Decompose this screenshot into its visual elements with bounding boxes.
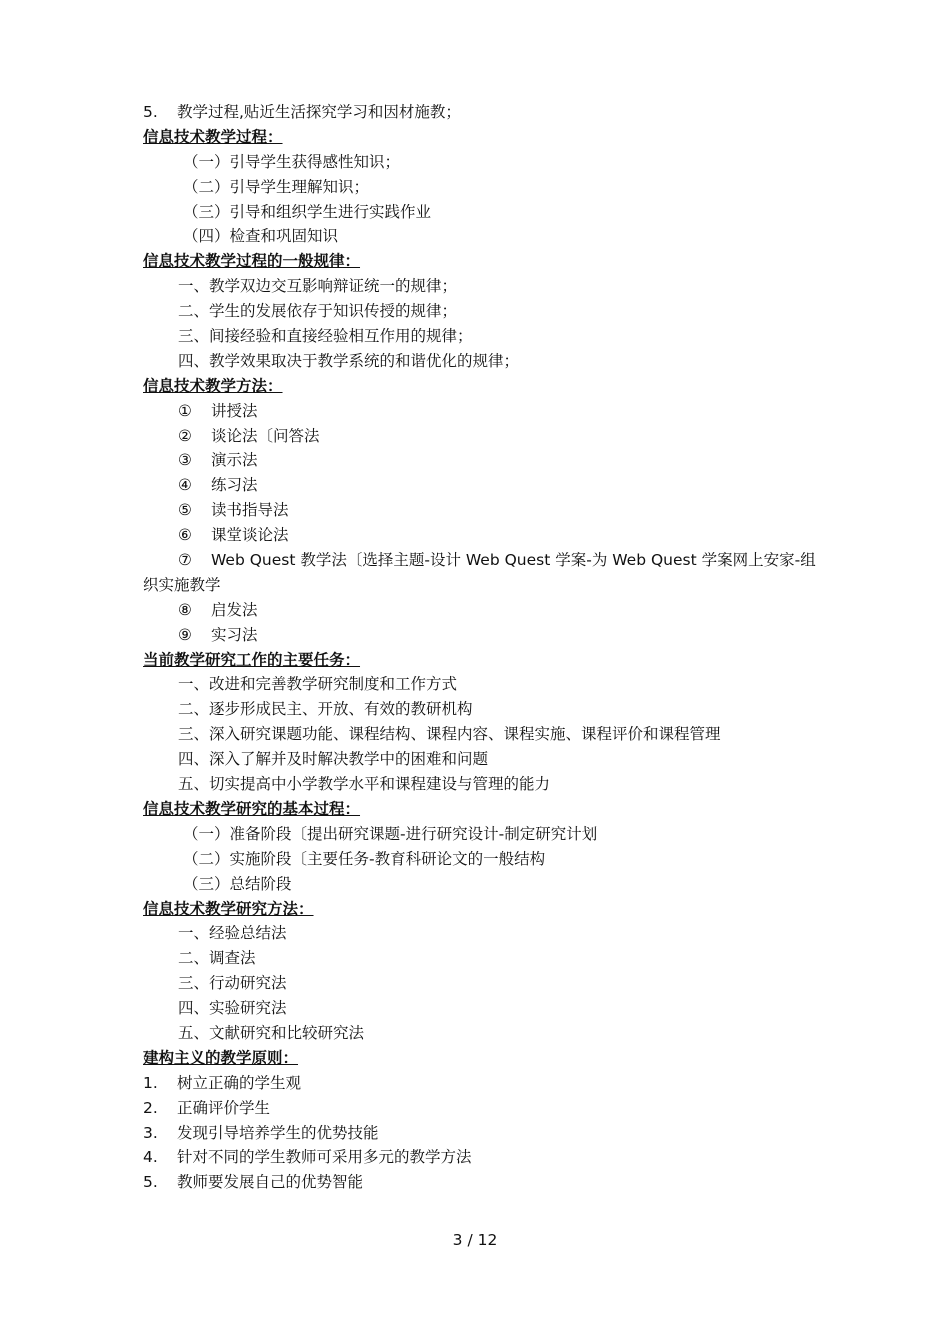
list-item bbox=[143, 523, 823, 548]
list-item-text: 教学过程,贴近生活探究学习和因材施教； bbox=[177, 103, 461, 121]
list-item-text: 树立正确的学生观 bbox=[177, 1073, 302, 1092]
list-item: 二、逐步形成民主、开放、有效的教研机构 bbox=[178, 700, 473, 719]
list-item-text: 练习法 bbox=[211, 476, 258, 495]
list-marker: 2. bbox=[143, 1098, 158, 1117]
list-item bbox=[143, 1170, 823, 1195]
list-item: 三、行动研究法 bbox=[178, 974, 287, 993]
list-item-text: Web Quest 教学法〔选择主题-设计 Web Quest 学案-为 Web Quest 学案网上安家-组 bbox=[211, 551, 816, 570]
list-item bbox=[143, 424, 823, 449]
list-item bbox=[143, 1121, 823, 1146]
list-item-text: 读书指导法 bbox=[211, 501, 289, 520]
list-item: （一）准备阶段〔提出研究课题-进行研究设计-制定研究计划 bbox=[183, 824, 598, 843]
page-content bbox=[143, 100, 823, 1195]
continuation-line: 织实施教学 bbox=[143, 575, 221, 594]
section-heading: 信息技术教学研究的基本过程： bbox=[143, 799, 361, 818]
list-item: （三）总结阶段 bbox=[183, 874, 292, 893]
list-item: 四、教学效果取决于教学系统的和谐优化的规律； bbox=[178, 351, 520, 370]
list-item: 二、学生的发展依存于知识传授的规律； bbox=[178, 302, 458, 321]
list-item: 二、调查法 bbox=[178, 949, 256, 968]
list-marker: 1. bbox=[143, 1073, 158, 1092]
section-heading: 信息技术教学过程： bbox=[143, 127, 283, 146]
section-heading: 信息技术教学方法： bbox=[143, 376, 283, 395]
list-item: 三、间接经验和直接经验相互作用的规律； bbox=[178, 327, 473, 346]
list-item bbox=[143, 1096, 823, 1121]
list-marker: ⑨ bbox=[178, 625, 192, 644]
list-item: 一、教学双边交互影响辩证统一的规律； bbox=[178, 277, 458, 296]
list-item-text: 针对不同的学生教师可采用多元的教学方法 bbox=[177, 1148, 472, 1167]
list-item: （二）实施阶段〔主要任务-教育科研论文的一般结构 bbox=[183, 849, 546, 868]
list-item bbox=[143, 1145, 823, 1170]
list-item: （二）引导学生理解知识； bbox=[183, 177, 370, 196]
list-item-text: 发现引导培养学生的优势技能 bbox=[177, 1123, 379, 1142]
list-item: 三、深入研究课题功能、课程结构、课程内容、课程实施、课程评价和课程管理 bbox=[178, 725, 721, 744]
list-item-text: 教师要发展自己的优势智能 bbox=[177, 1173, 364, 1192]
list-item: 一、经验总结法 bbox=[178, 924, 287, 943]
list-item-text: 正确评价学生 bbox=[177, 1098, 271, 1117]
section-heading: 信息技术教学过程的一般规律： bbox=[143, 252, 361, 271]
list-item bbox=[143, 623, 823, 648]
page-separator: / bbox=[467, 1231, 473, 1249]
list-item: （四）检查和巩固知识 bbox=[183, 227, 339, 246]
list-item: 四、实验研究法 bbox=[178, 999, 287, 1018]
list-item bbox=[143, 548, 823, 573]
list-marker: ③ bbox=[178, 451, 192, 470]
list-item bbox=[143, 473, 823, 498]
list-item-text: 讲授法 bbox=[211, 401, 258, 420]
list-item: 四、深入了解并及时解决教学中的困难和问题 bbox=[178, 750, 489, 769]
list-item: （一）引导学生获得感性知识； bbox=[183, 152, 401, 171]
list-marker: ⑥ bbox=[178, 526, 192, 545]
page-total: 12 bbox=[477, 1231, 498, 1249]
list-item bbox=[143, 448, 823, 473]
list-item-text: 启发法 bbox=[211, 600, 258, 619]
list-item: （三）引导和组织学生进行实践作业 bbox=[183, 202, 432, 221]
list-item bbox=[143, 598, 823, 623]
list-marker: ⑧ bbox=[178, 600, 192, 619]
list-marker: ① bbox=[178, 401, 192, 420]
list-marker: ④ bbox=[178, 476, 192, 495]
list-item bbox=[143, 100, 823, 125]
section-heading: 当前教学研究工作的主要任务： bbox=[143, 650, 361, 669]
section-heading: 建构主义的教学原则： bbox=[143, 1048, 299, 1067]
list-marker: 4. bbox=[143, 1148, 158, 1167]
list-item: 一、改进和完善教学研究制度和工作方式 bbox=[178, 675, 458, 694]
list-item-text: 实习法 bbox=[211, 625, 258, 644]
list-item: 五、切实提高中小学教学水平和课程建设与管理的能力 bbox=[178, 775, 551, 794]
page-number: 3 bbox=[452, 1231, 463, 1249]
list-item-text: 演示法 bbox=[211, 451, 258, 470]
list-marker: 3. bbox=[143, 1123, 158, 1142]
list-marker: ⑤ bbox=[178, 501, 192, 520]
page-footer bbox=[0, 1228, 950, 1252]
list-marker: ② bbox=[178, 426, 192, 445]
list-item bbox=[143, 399, 823, 424]
list-marker: 5. bbox=[143, 1173, 158, 1192]
list-item bbox=[143, 1071, 823, 1096]
list-item-text: 课堂谈论法 bbox=[211, 526, 289, 545]
list-item: 五、文献研究和比较研究法 bbox=[178, 1023, 365, 1042]
section-heading: 信息技术教学研究方法： bbox=[143, 899, 314, 918]
list-marker: ⑦ bbox=[178, 551, 192, 570]
list-item bbox=[143, 498, 823, 523]
list-item-text: 谈论法〔问答法 bbox=[211, 426, 320, 445]
list-marker: 5. bbox=[143, 103, 158, 121]
